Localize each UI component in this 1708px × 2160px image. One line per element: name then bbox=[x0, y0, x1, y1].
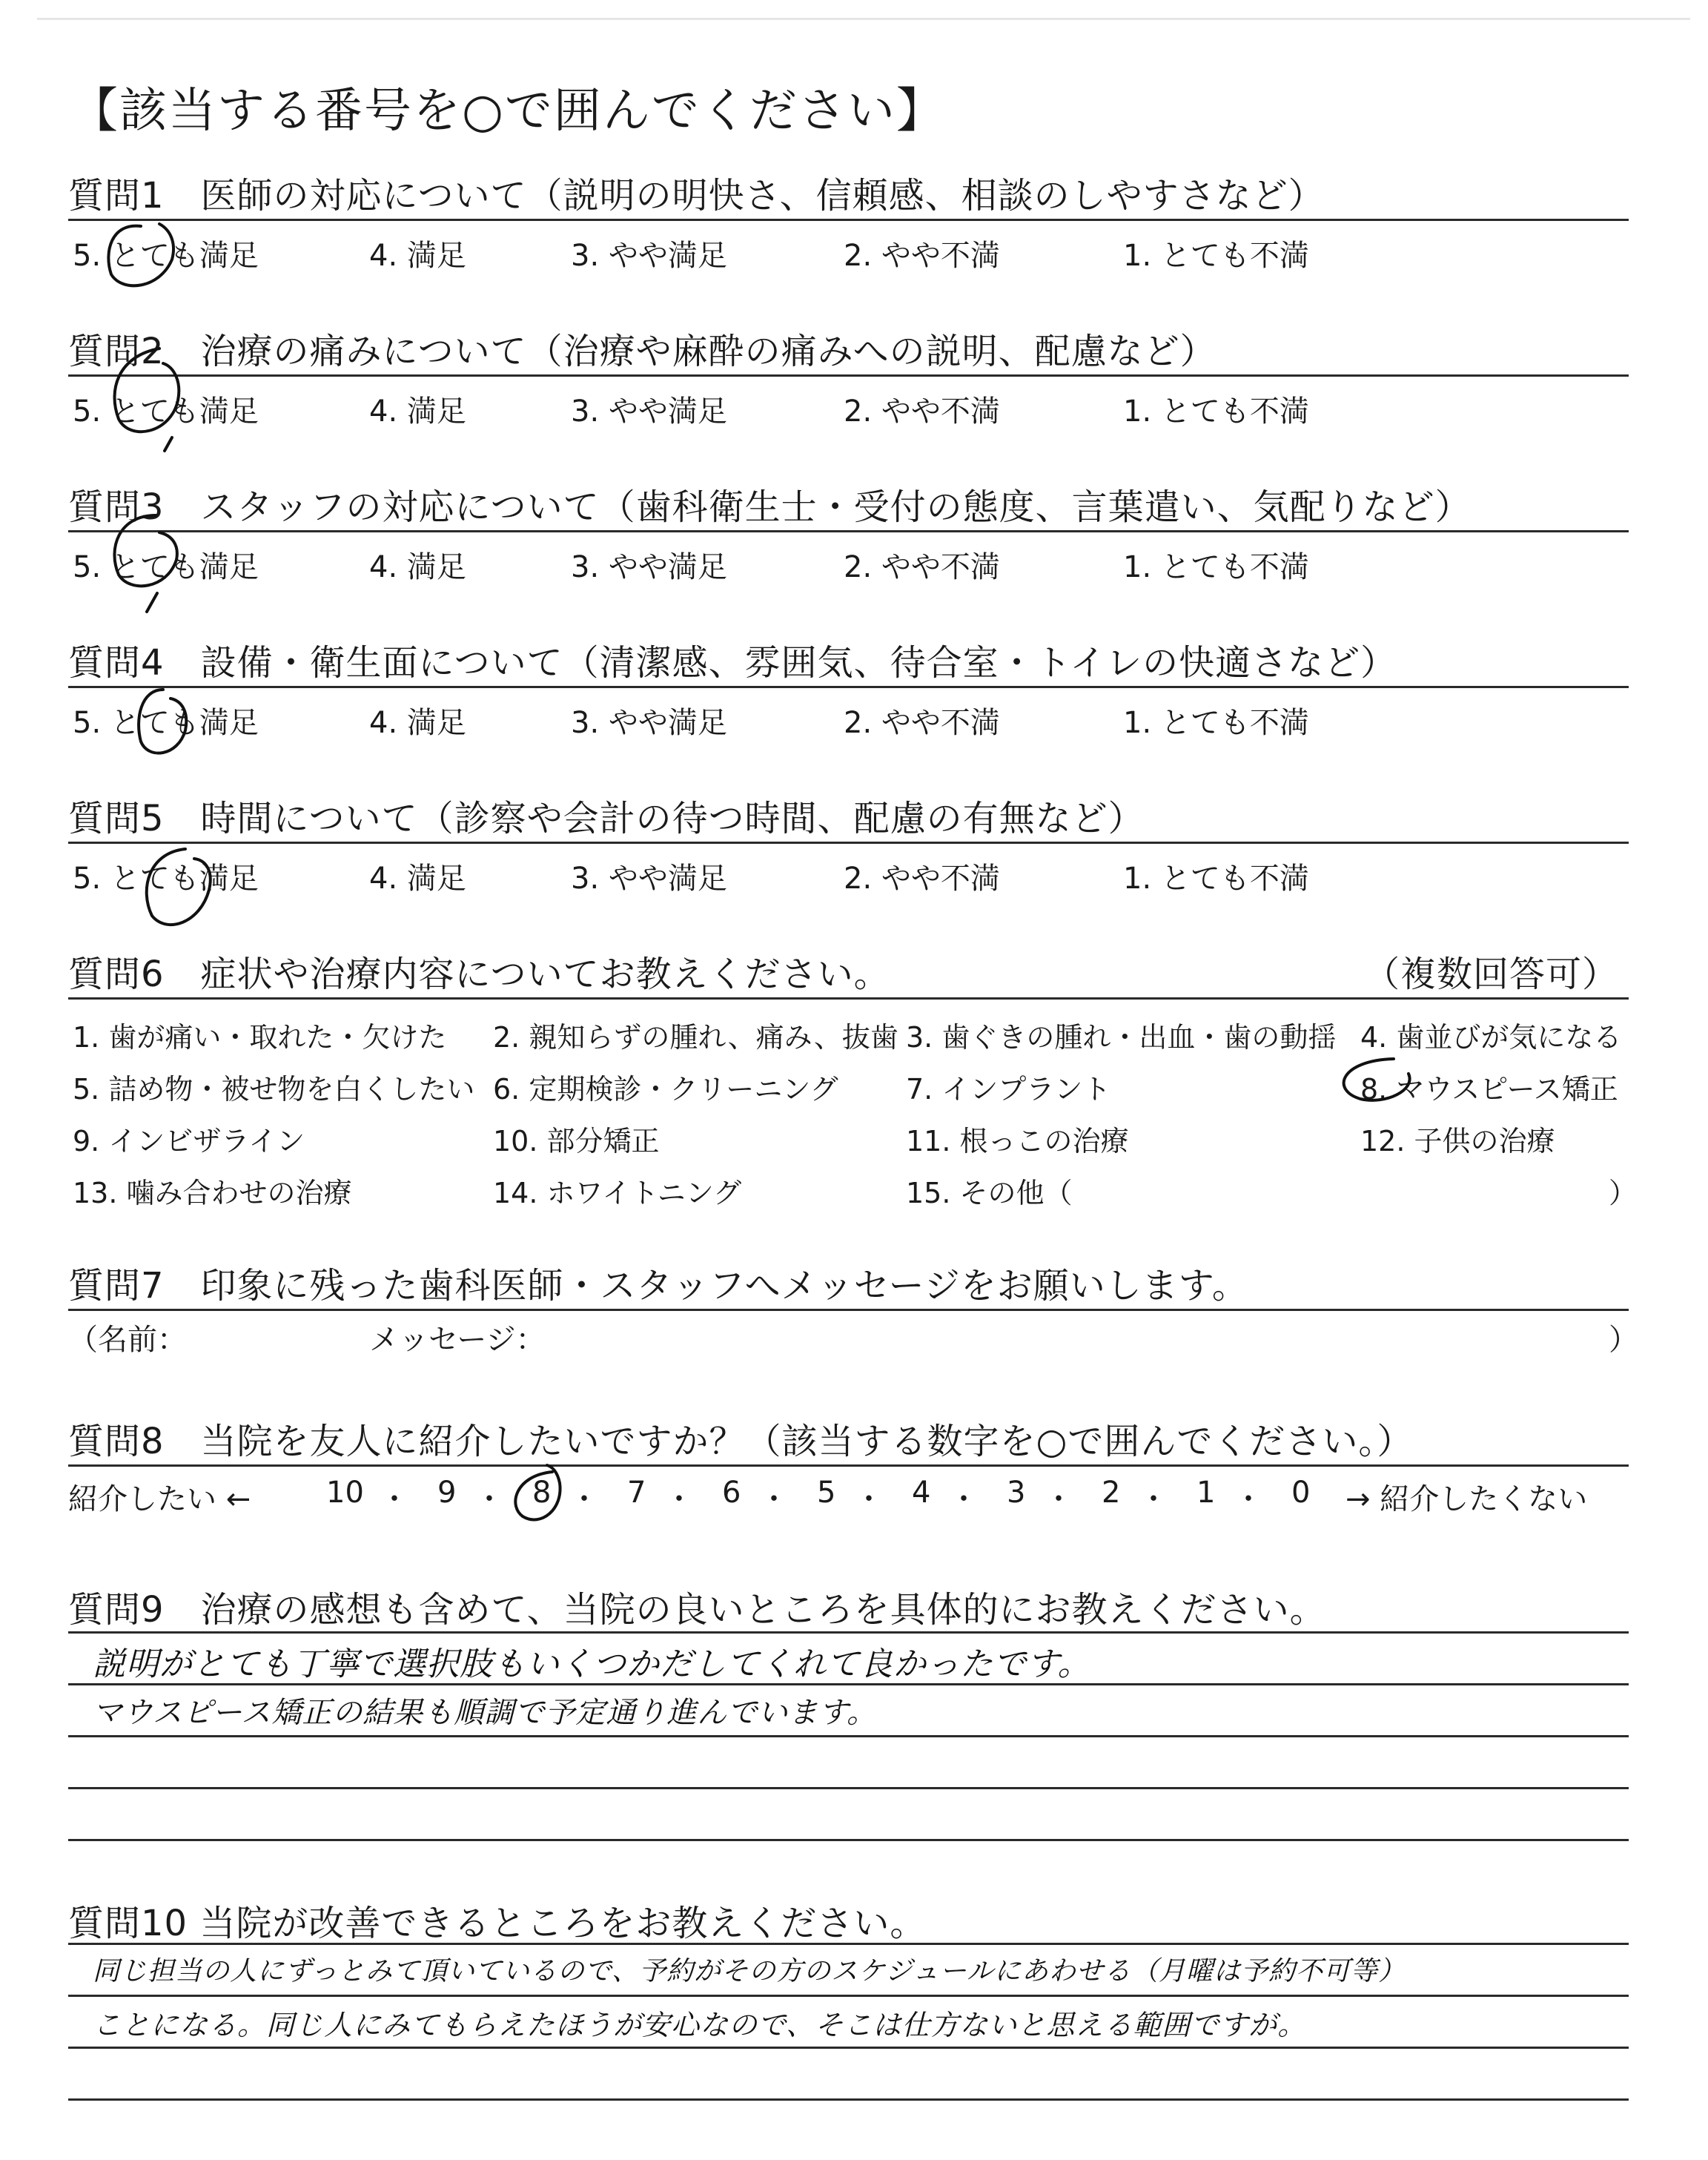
page-title: 【該当する番号を○で囲んでください】 bbox=[70, 84, 945, 139]
q8-selection-circle bbox=[515, 1465, 560, 1519]
q8-number[interactable]: 7 bbox=[627, 1476, 646, 1510]
q6-option-6[interactable]: 6. 定期検診・クリーニング bbox=[493, 1073, 838, 1106]
q6-option-15-close: ） bbox=[1609, 1177, 1638, 1209]
q1-selection-circle bbox=[108, 224, 173, 285]
q4-option-4[interactable]: 4. 満足 bbox=[369, 706, 466, 740]
q8-separator: ・ bbox=[380, 1482, 409, 1516]
q2-option-4[interactable]: 4. 満足 bbox=[369, 394, 466, 429]
q8-right-label: → 紹介したくない bbox=[1345, 1482, 1588, 1516]
q5-selection-circle bbox=[147, 849, 211, 925]
q8-separator: ・ bbox=[1044, 1482, 1073, 1516]
q1-option-3[interactable]: 3. やや満足 bbox=[571, 239, 727, 273]
q8-number[interactable]: 9 bbox=[437, 1476, 457, 1510]
q6-option-14[interactable]: 14. ホワイトニング bbox=[493, 1177, 742, 1209]
q2-selection-circle bbox=[115, 349, 179, 451]
q6-selection-circle bbox=[1344, 1059, 1410, 1100]
q6-option-7[interactable]: 7. インプラント bbox=[906, 1073, 1111, 1106]
q3-option-1[interactable]: 1. とても不満 bbox=[1123, 550, 1309, 584]
q8-number[interactable]: 4 bbox=[912, 1476, 931, 1510]
q8-left-label: 紹介したい ← bbox=[68, 1482, 251, 1516]
q6-option-11[interactable]: 11. 根っこの治療 bbox=[906, 1125, 1129, 1157]
q7-name-label: （名前： bbox=[68, 1323, 187, 1357]
q5-option-4[interactable]: 4. 満足 bbox=[369, 862, 466, 896]
q8-number[interactable]: 10 bbox=[326, 1476, 364, 1510]
q4-option-3[interactable]: 3. やや満足 bbox=[571, 706, 727, 740]
q8-separator: ・ bbox=[854, 1482, 884, 1516]
question-6-note: （複数回答可） bbox=[1364, 954, 1619, 995]
question-10: 質問10 当院が改善できるところをお教えください。 bbox=[68, 1903, 927, 1944]
q6-option-2[interactable]: 2. 親知らずの腫れ、痛み、抜歯 bbox=[493, 1021, 898, 1054]
question-9: 質問9 治療の感想も含めて、当院の良いところを具体的にお教えください。 bbox=[68, 1589, 1326, 1631]
question-8: 質問8 当院を友人に紹介したいですか？（該当する数字を○で囲んでください。） bbox=[68, 1421, 1414, 1462]
q4-option-5[interactable]: 5. とても満足 bbox=[73, 706, 259, 740]
q6-option-1[interactable]: 1. 歯が痛い・取れた・欠けた bbox=[73, 1021, 447, 1054]
q1-option-2[interactable]: 2. やや不満 bbox=[844, 239, 1000, 273]
q6-option-4[interactable]: 4. 歯並びが気になる bbox=[1360, 1021, 1622, 1054]
q8-number[interactable]: 3 bbox=[1007, 1476, 1026, 1510]
question-1: 質問1 医師の対応について（説明の明快さ、信頼感、相談のしやすさなど） bbox=[68, 175, 1325, 217]
q9-answer-line-2: マウスピース矯正の結果も順調で予定通り進んでいます。 bbox=[93, 1696, 877, 1730]
q1-option-1[interactable]: 1. とても不満 bbox=[1123, 239, 1309, 273]
q2-option-3[interactable]: 3. やや満足 bbox=[571, 394, 727, 429]
q1-option-5[interactable]: 5. とても満足 bbox=[73, 239, 259, 273]
q9-answer-line-1: 説明がとても丁寧で選択肢もいくつかだしてくれて良かったです。 bbox=[93, 1645, 1091, 1683]
q3-option-3[interactable]: 3. やや満足 bbox=[571, 550, 727, 584]
q7-message-label: メッセージ： bbox=[369, 1323, 546, 1357]
q4-option-1[interactable]: 1. とても不満 bbox=[1123, 706, 1309, 740]
q5-option-5[interactable]: 5. とても満足 bbox=[73, 862, 259, 896]
q2-option-2[interactable]: 2. やや不満 bbox=[844, 394, 1000, 429]
q6-option-8[interactable]: 8. マウスピース矯正 bbox=[1360, 1073, 1618, 1106]
q6-option-10[interactable]: 10. 部分矯正 bbox=[493, 1125, 660, 1157]
q8-number[interactable]: 1 bbox=[1196, 1476, 1216, 1510]
q3-selection-circle bbox=[114, 515, 176, 612]
q5-option-2[interactable]: 2. やや不満 bbox=[844, 862, 1000, 896]
question-4: 質問4 設備・衛生面について（清潔感、雰囲気、待合室・トイレの快適さなど） bbox=[68, 642, 1397, 684]
q4-option-2[interactable]: 2. やや不満 bbox=[844, 706, 1000, 740]
q6-option-15[interactable]: 15. その他（ bbox=[906, 1177, 1073, 1209]
q8-separator: ・ bbox=[1139, 1482, 1168, 1516]
q8-number[interactable]: 0 bbox=[1291, 1476, 1311, 1510]
q8-number[interactable]: 8 bbox=[532, 1476, 552, 1510]
q3-option-5[interactable]: 5. とても満足 bbox=[73, 550, 259, 584]
q6-option-5[interactable]: 5. 詰め物・被せ物を白くしたい bbox=[73, 1073, 475, 1106]
q8-number[interactable]: 6 bbox=[722, 1476, 741, 1510]
q8-separator: ・ bbox=[664, 1482, 694, 1516]
q6-option-9[interactable]: 9. インビザライン bbox=[73, 1125, 305, 1157]
q4-selection-circle bbox=[139, 690, 186, 753]
q7-close-paren: ） bbox=[1609, 1323, 1638, 1357]
question-3: 質問3 スタッフの対応について（歯科衛生士・受付の態度、言葉遣い、気配りなど） bbox=[68, 486, 1472, 528]
q5-option-1[interactable]: 1. とても不満 bbox=[1123, 862, 1309, 896]
question-2: 質問2 治療の痛みについて（治療や麻酔の痛みへの説明、配慮など） bbox=[68, 331, 1217, 372]
q6-option-12[interactable]: 12. 子供の治療 bbox=[1360, 1125, 1555, 1157]
q8-separator: ・ bbox=[759, 1482, 789, 1516]
q2-option-1[interactable]: 1. とても不満 bbox=[1123, 394, 1309, 429]
question-7: 質問7 印象に残った歯科医師・スタッフへメッセージをお願いします。 bbox=[68, 1265, 1248, 1307]
q8-separator: ・ bbox=[949, 1482, 979, 1516]
question-5: 質問5 時間について（診察や会計の待つ時間、配慮の有無など） bbox=[68, 798, 1145, 839]
q8-separator: ・ bbox=[1234, 1482, 1263, 1516]
q8-separator: ・ bbox=[474, 1482, 504, 1516]
q6-option-13[interactable]: 13. 噛み合わせの治療 bbox=[73, 1177, 352, 1209]
q10-answer-line-2: ことになる。同じ人にみてもらえたほうが安心なので、そこは仕方ないと思える範囲ですが。 bbox=[93, 2009, 1307, 2041]
q3-option-2[interactable]: 2. やや不満 bbox=[844, 550, 1000, 584]
q5-option-3[interactable]: 3. やや満足 bbox=[571, 862, 727, 896]
q2-option-5[interactable]: 5. とても満足 bbox=[73, 394, 259, 429]
q1-option-4[interactable]: 4. 満足 bbox=[369, 239, 466, 273]
q8-number[interactable]: 5 bbox=[817, 1476, 836, 1510]
q8-number[interactable]: 2 bbox=[1102, 1476, 1121, 1510]
q6-option-3[interactable]: 3. 歯ぐきの腫れ・出血・歯の動揺 bbox=[906, 1021, 1337, 1054]
q10-answer-line-1: 同じ担当の人にずっとみて頂いているので、予約がその方のスケジュールにあわせる（月曜は予約不可等） bbox=[93, 1956, 1406, 1986]
question-6: 質問6 症状や治療内容についてお教えください。 bbox=[68, 954, 890, 995]
q8-separator: ・ bbox=[569, 1482, 599, 1516]
q3-option-4[interactable]: 4. 満足 bbox=[369, 550, 466, 584]
